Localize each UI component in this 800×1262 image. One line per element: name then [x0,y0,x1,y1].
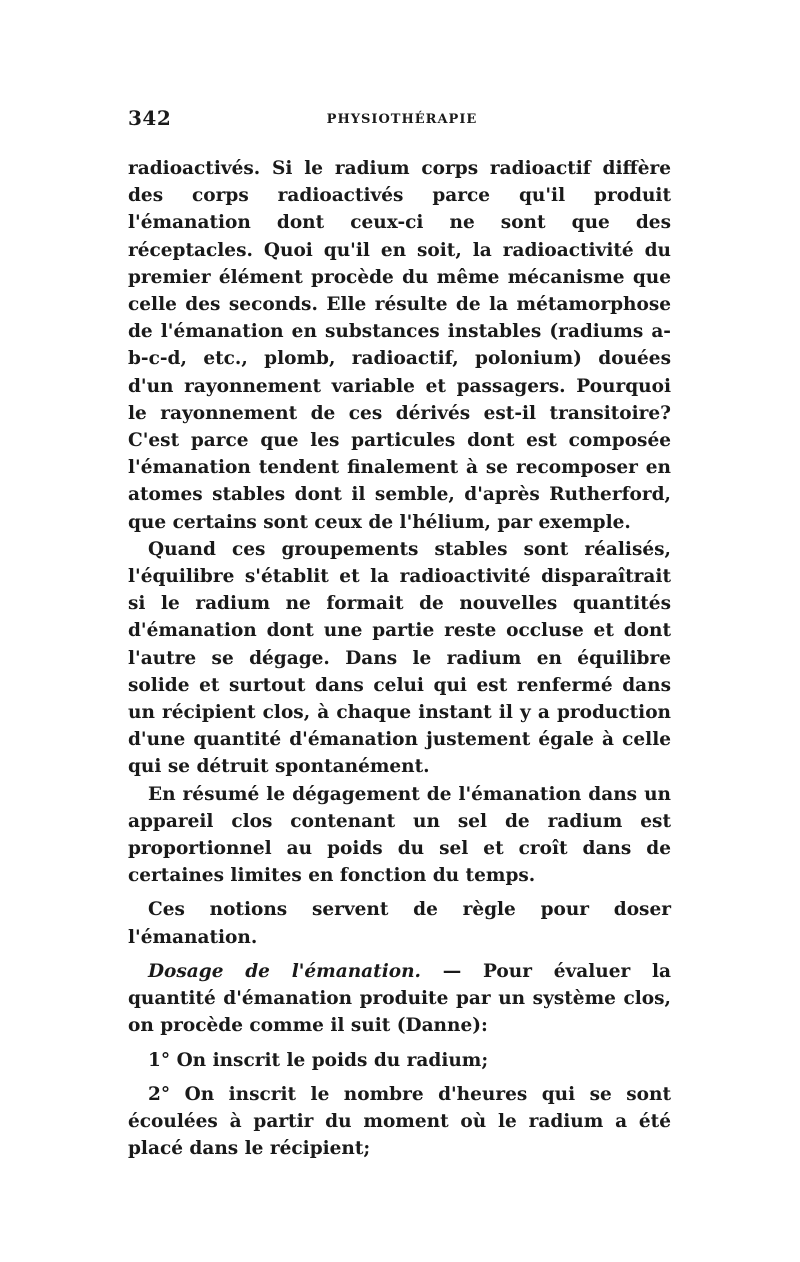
paragraph-5 [128,958,671,1040]
body-text [128,155,671,1162]
list-item: 2° On inscrit le nombre d'heures qui se sont écoulées à partir du moment où le radium a été placé dans le récipient; [128,1083,671,1160]
running-title: PHYSIOTHÉRAPIE [326,112,478,127]
page-number: 342 [128,106,172,130]
paragraph-2: Quand ces groupements stables sont réalisés, l'équilibre s'établit et la radioactivité disparaîtrait si le radium ne formait de nouvelles quantités d'émanation dont une partie reste occluse et dont l'autre se dégage. Dans le radium en équilibre solide et surtout dans celui qui est renfermé dans un récipient clos, à chaque instant il y a production d'une quantité d'émanation justement égale à celle qui se détruit spontanément. [128,538,671,778]
paragraph-1: radioactivés. Si le radium corps radioactif diffère des corps radioactivés parce qu'il produit l'émanation dont ceux-ci ne sont que des réceptacles. Quoi qu'il en soit, la radioactivité du premier élément procède du même mécanisme que celle des seconds. Elle résulte de la métamorphose de l'émanation en substances instables (radiums a-b-c-d, etc., plomb, radioactif, polonium) douées d'un rayonnement variable et passagers. Pourquoi le rayonnement de ces dérivés est-il transitoire? C'est parce que les particules dont est composée l'émanation tendent finalement à se recomposer en atomes stables dont il semble, d'après Rutherford, que certains sont ceux de l'hélium, par exemple. [128,158,671,533]
section-heading: Dosage de l'émanation. [148,960,421,982]
running-head [128,106,676,136]
paragraph-3: En résumé le dégagement de l'émanation dans un appareil clos contenant un sel de radium est proportionnel au poids du sel et croît dans de certaines limites en fonction du temps. [128,783,671,887]
paragraph-4: Ces notions servent de règle pour doser l'émanation. [128,899,671,948]
paragraph-5-text: — Pour évaluer la quantité d'émanation produite par un système clos, on procède comme il suit (Danne): [128,960,671,1037]
list-item: 1° On inscrit le poids du radium; [148,1049,489,1071]
